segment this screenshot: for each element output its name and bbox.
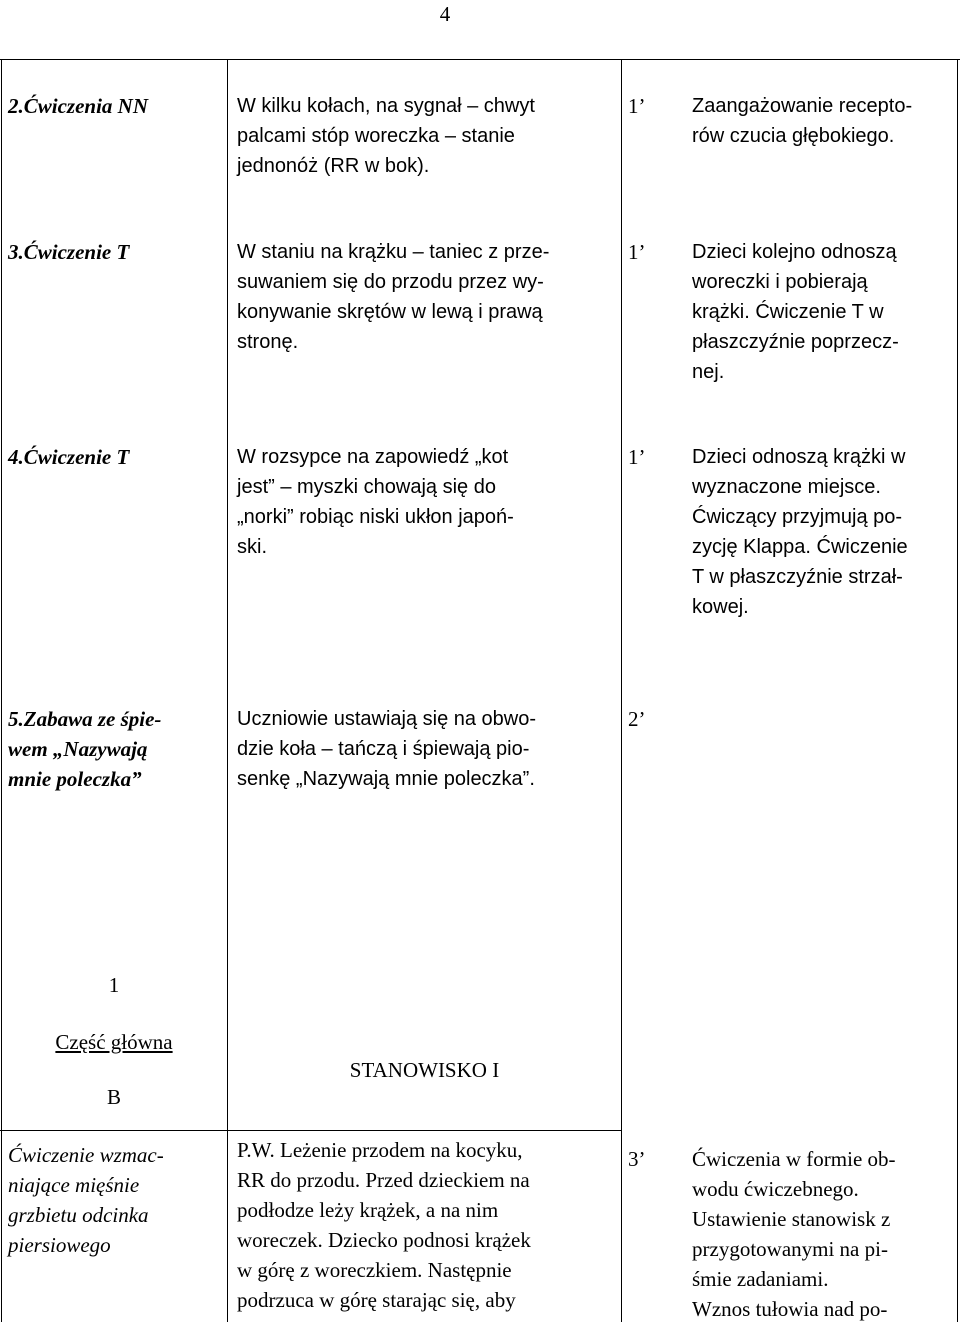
exercise-description: W staniu na krążku – taniec z prze- suwaniem się do przodu przez wy- konywanie skrętów w lewą i prawą stronę.	[237, 241, 550, 353]
exercise-time: 1’	[628, 94, 646, 118]
exercise-description: W rozsypce na zapowiedź „kot jest” – myszki chowają się do „norki” robiąc niski ukłon japoń- ski.	[237, 446, 514, 558]
column-divider-4	[957, 60, 958, 1322]
section-name: Część główna	[55, 1030, 173, 1054]
exercise-description: Uczniowie ustawiają się na obwo- dzie koła – tańczą i śpiewają pio- senkę „Nazywają mnie poleczka”.	[237, 708, 537, 790]
exercise-time: 1’	[628, 240, 646, 264]
exercise-title: Ćwiczenie wzmac- niające mięśnie grzbietu odcinka piersiowego	[8, 1143, 164, 1257]
exercise-title: 4.Ćwiczenie T	[8, 445, 130, 469]
exercise-title: 5.Zabawa ze śpie- wem „Nazywają mnie poleczka”	[8, 707, 162, 791]
exercise-notes: Zaangażowanie recepto- rów czucia głębokiego.	[692, 95, 913, 147]
column-divider-3	[621, 60, 622, 1322]
station-description: P.W. Leżenie przodem na kocyku, RR do przodu. Przed dzieckiem na podłodze leży krążek, a na nim woreczek. Dziecko podnosi krążek w górę z woreczkiem. Następnie podrzuca w górę starając się, aby	[237, 1138, 531, 1312]
section-letter: B	[106, 1085, 121, 1109]
exercise-time: 2’	[628, 707, 646, 731]
column-divider-2	[227, 60, 228, 1322]
section-divider	[0, 1130, 622, 1131]
section-number: 1	[108, 973, 120, 997]
exercise-notes: Dzieci odnoszą krążki w wyznaczone miejsce. Ćwiczący przyjmują po- zycję Klappa. Ćwiczenie T w płaszczyźnie strzał- kowej.	[692, 446, 908, 618]
page-number: 4	[439, 2, 451, 26]
table-top-border	[0, 59, 960, 60]
exercise-title: 3.Ćwiczenie T	[8, 240, 130, 264]
exercise-notes: Dzieci kolejno odnoszą woreczki i pobierają krążki. Ćwiczenie T w płaszczyźnie poprzecz- nej.	[692, 241, 899, 383]
station-time: 3’	[628, 1147, 646, 1171]
column-divider-1	[1, 60, 2, 1322]
exercise-time: 1’	[628, 445, 646, 469]
exercise-description: W kilku kołach, na sygnał – chwyt palcami stóp woreczka – stanie jednonóż (RR w bok).	[237, 95, 535, 177]
exercise-title: 2.Ćwiczenia NN	[8, 94, 149, 118]
station-notes: Ćwiczenia w formie ob- wodu ćwiczebnego. Ustawienie stanowisk z przygotowanymi na pi- śmie zadaniami. Wznos tułowia nad po-	[692, 1147, 896, 1321]
station-title: STANOWISKO I	[349, 1058, 500, 1082]
